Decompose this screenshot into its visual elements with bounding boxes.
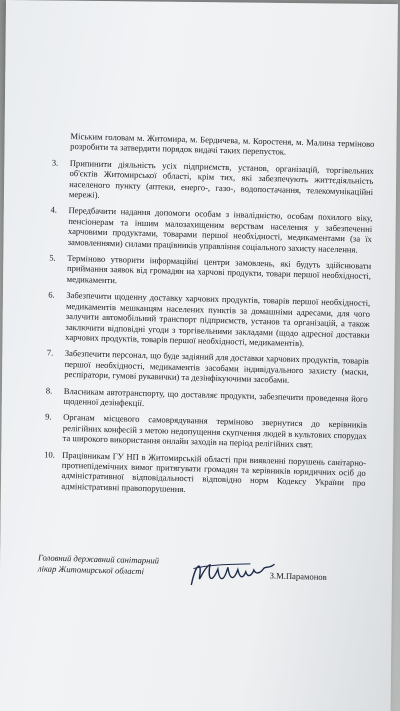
item-number: 9. [45,411,52,422]
item-text: Терміново утворити інформаційні центри замовлень, які будуть здійснювати приймання заявок від громадян на харчові продукти, товари першої необхідності, медикаменти. [66,252,372,286]
list-item [44,412,367,452]
list-item [45,385,367,414]
list-item [46,348,369,388]
item-number: 8. [45,384,53,396]
item-text: Передбачити надання допомоги особам з інвалідністю, особам похилого віку, пенсіонерам та іншим малозахищеним верствам населення у забезпеченні харчовими продуктами, товарами першої необхідності, медикаментами (за їх замовленнями) силами працівників управління соціального захисту населення. [67,205,373,255]
item-text: Органам місцевого самоврядування терміново звернутися до керівників релігійних конфесій з метою недопущення скупчення людей в культових спорудах та широкого використання онлайн заходів на період релігійних свят. [62,412,368,450]
list-item [47,290,370,350]
item-text: Працівникам ГУ НП в Житомирській області при виявленні порушень санітарно-протиепідемічних вимог притягувати громадян та керівників юридичних осіб до адміністративної відповідальності відповідно норм Кодексу України про адміністративні правопорушення. [61,449,367,494]
item-text: Власникам автотранспорту, що доставляє продукти, забезпечити проведення його щоденної дезінфекції. [63,385,368,408]
item-number: 4. [50,204,58,216]
list-item [51,157,374,207]
signer-title-line: Головний державний санітарний [37,552,160,566]
signer-name: З.М.Парамонов [269,570,327,582]
order-list [43,157,374,499]
item-text: Припинити діяльність усіх підприємств, установ, організацій, торгівельних об'єктів Житомирської області, крім тих, які забезпечують життєдіяльність населеного пункту (аптеки, енерго-, газо-, водопостачання, телекомунікаційні мережі). [68,157,374,200]
item-number: 10. [44,448,56,460]
intro-paragraph: Міським головам м. Житомира, м. Бердичева, м. Коростеня, м. Малина терміново розробити та затвердити порядок видачі таких перепусток. [70,130,375,158]
signer-title-line: лікар Житомирської області [37,562,145,576]
item-text: Забезпечити персонал, що буде задіяний для доставки харчових продуктів, товарів першої необхідності, медикаментів засобами індивідуального захисту (маски, респіратори, гумові рукавички) та дезінфікуючими засобами. [64,348,369,385]
list-item [49,253,372,293]
handwritten-signature [187,554,278,596]
item-number: 3. [51,157,59,168]
document-body [43,130,374,504]
item-number: 6. [48,289,55,300]
signature-block [38,552,378,582]
list-item [50,205,373,255]
list-item [43,449,366,499]
item-number: 5. [49,252,56,263]
item-text: Забезпечити щоденну доставку харчових продуктів, товарів першої необхідності, медикаментів мешканцям населених пунктів за домашніми адресами, для чого залучити автомобільний транспорт підприємств, установ та організацій, а також заключити відповідні угоди з торгівельними закладами (щодо адресної доставки харчових продуктів, товарів першої необхідності, медикаментів). [65,290,371,349]
item-number: 7. [46,347,54,358]
